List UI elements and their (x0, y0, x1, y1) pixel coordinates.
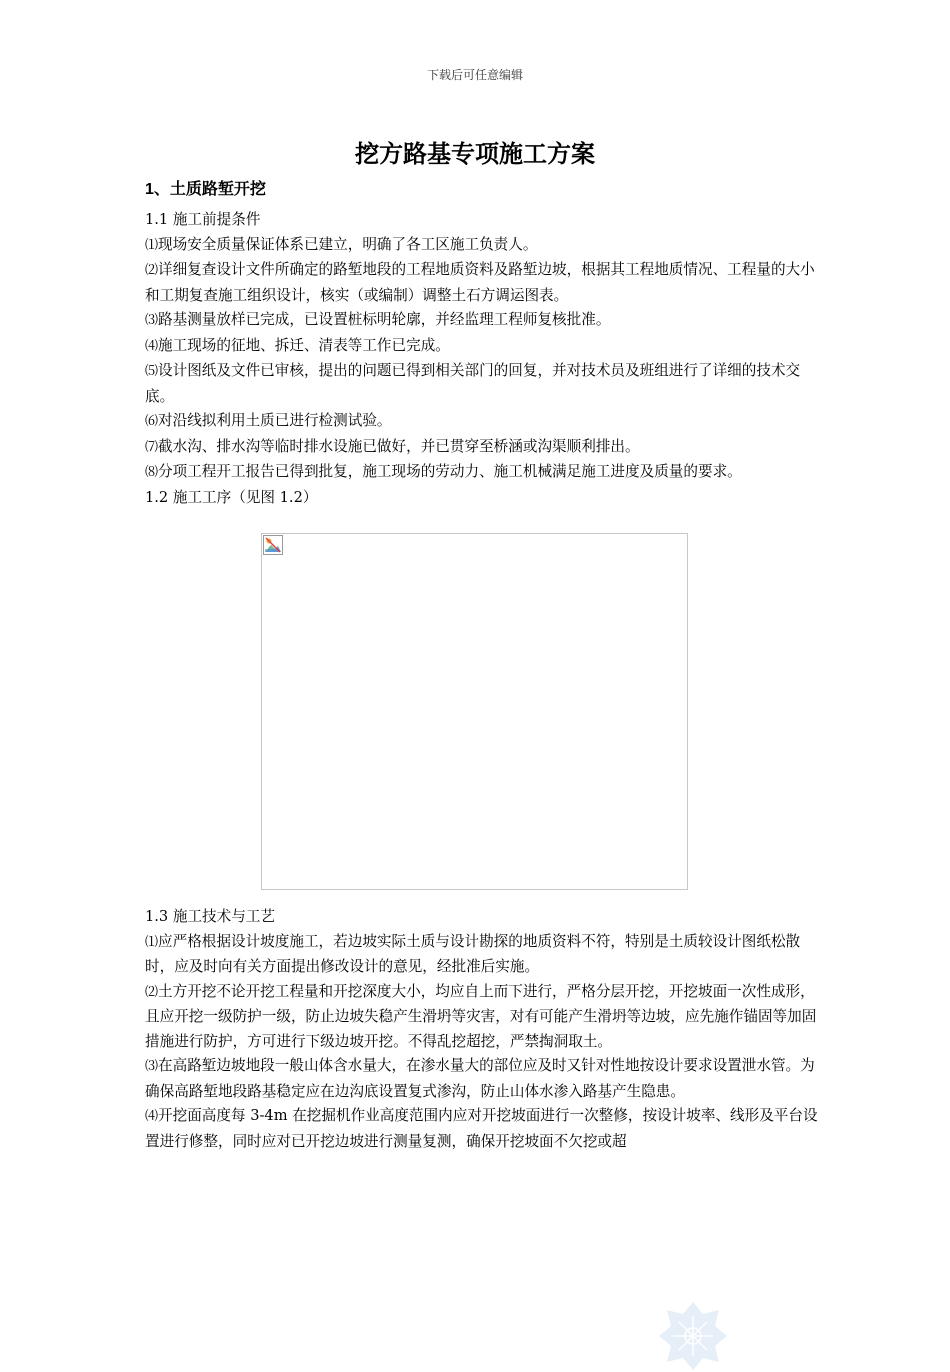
list-item: ⑴应严格根据设计坡度施工，若边坡实际土质与设计勘探的地质资料不符，特别是土质较设计图纸松散时，应及时向有关方面提出修改设计的意见，经批准后实施。 (145, 932, 801, 975)
list-item: ⑷开挖面高度每 3-4m 在挖掘机作业高度范围内应对开挖坡面进行一次整修，按设计坡率、线形及平台设置进行修整，同时应对已开挖边坡进行测量复测，确保开挖坡面不欠挖或超 (145, 1107, 818, 1150)
section-heading: 1、土质路堑开挖 (145, 181, 266, 198)
list-item: ⑻分项工程开工报告已得到批复，施工现场的劳动力、施工机械满足施工进度及质量的要求。 (145, 463, 742, 480)
list-item: ⑶路基测量放样已完成，已设置桩标明轮廓，并经监理工程师复核批准。 (145, 311, 611, 328)
broken-image-icon (263, 535, 283, 555)
list-item: ⑵详细复查设计文件所确定的路堑地段的工程地质资料及路堑边坡，根据其工程地质情况、工程量的大小和工期复查施工组织设计，核实（或编制）调整土石方调运图表。 (145, 261, 815, 304)
document-title: 挖方路基专项施工方案 (355, 139, 595, 168)
list-item: ⑸设计图纸及文件已审核，提出的问题已得到相关部门的回复，并对技术员及班组进行了详细的技术交底。 (145, 362, 801, 405)
subsection-heading: 1.1 施工前提条件 (145, 211, 261, 228)
figure-placeholder (261, 533, 688, 890)
list-item: ⑴现场安全质量保证体系已建立，明确了各工区施工负责人。 (145, 235, 538, 253)
list-item: ⑹对沿线拟利用土质已进行检测试验。 (145, 412, 392, 429)
list-item: ⑷施工现场的征地、拆迁、清表等工作已完成。 (145, 336, 450, 354)
page-header-note: 下载后可任意编辑 (426, 68, 523, 82)
section-1-3 (145, 905, 825, 1154)
list-item: ⑶在高路堑边坡地段一般山体含水量大，在渗水量大的部位应及时又针对性地按设计要求设置泄水管。为确保高路堑地段路基稳定应在边沟底设置复式渗沟，防止山体水渗入路基产生隐患。 (145, 1057, 815, 1100)
subsection-heading: 1.3 施工技术与工艺 (145, 908, 276, 925)
list-item: ⑺截水沟、排水沟等临时排水设施已做好，并已贯穿至桥涵或沟渠顺利排出。 (145, 437, 640, 455)
section-1-1 (145, 208, 825, 510)
watermark-emblem-icon (657, 1300, 729, 1372)
list-item: ⑵土方开挖不论开挖工程量和开挖深度大小，均应自上而下进行，严格分层开挖，开挖坡面一次性成形，且应开挖一级防护一级，防止边坡失稳产生滑坍等灾害，对有可能产生滑坍等边坡，应先施作锚固等加固措施进行防护，方可进行下级边坡开挖。不得乱挖超挖，严禁掏洞取土。 (145, 982, 817, 1050)
subsection-heading: 1.2 施工工序（见图 1.2） (145, 488, 318, 506)
